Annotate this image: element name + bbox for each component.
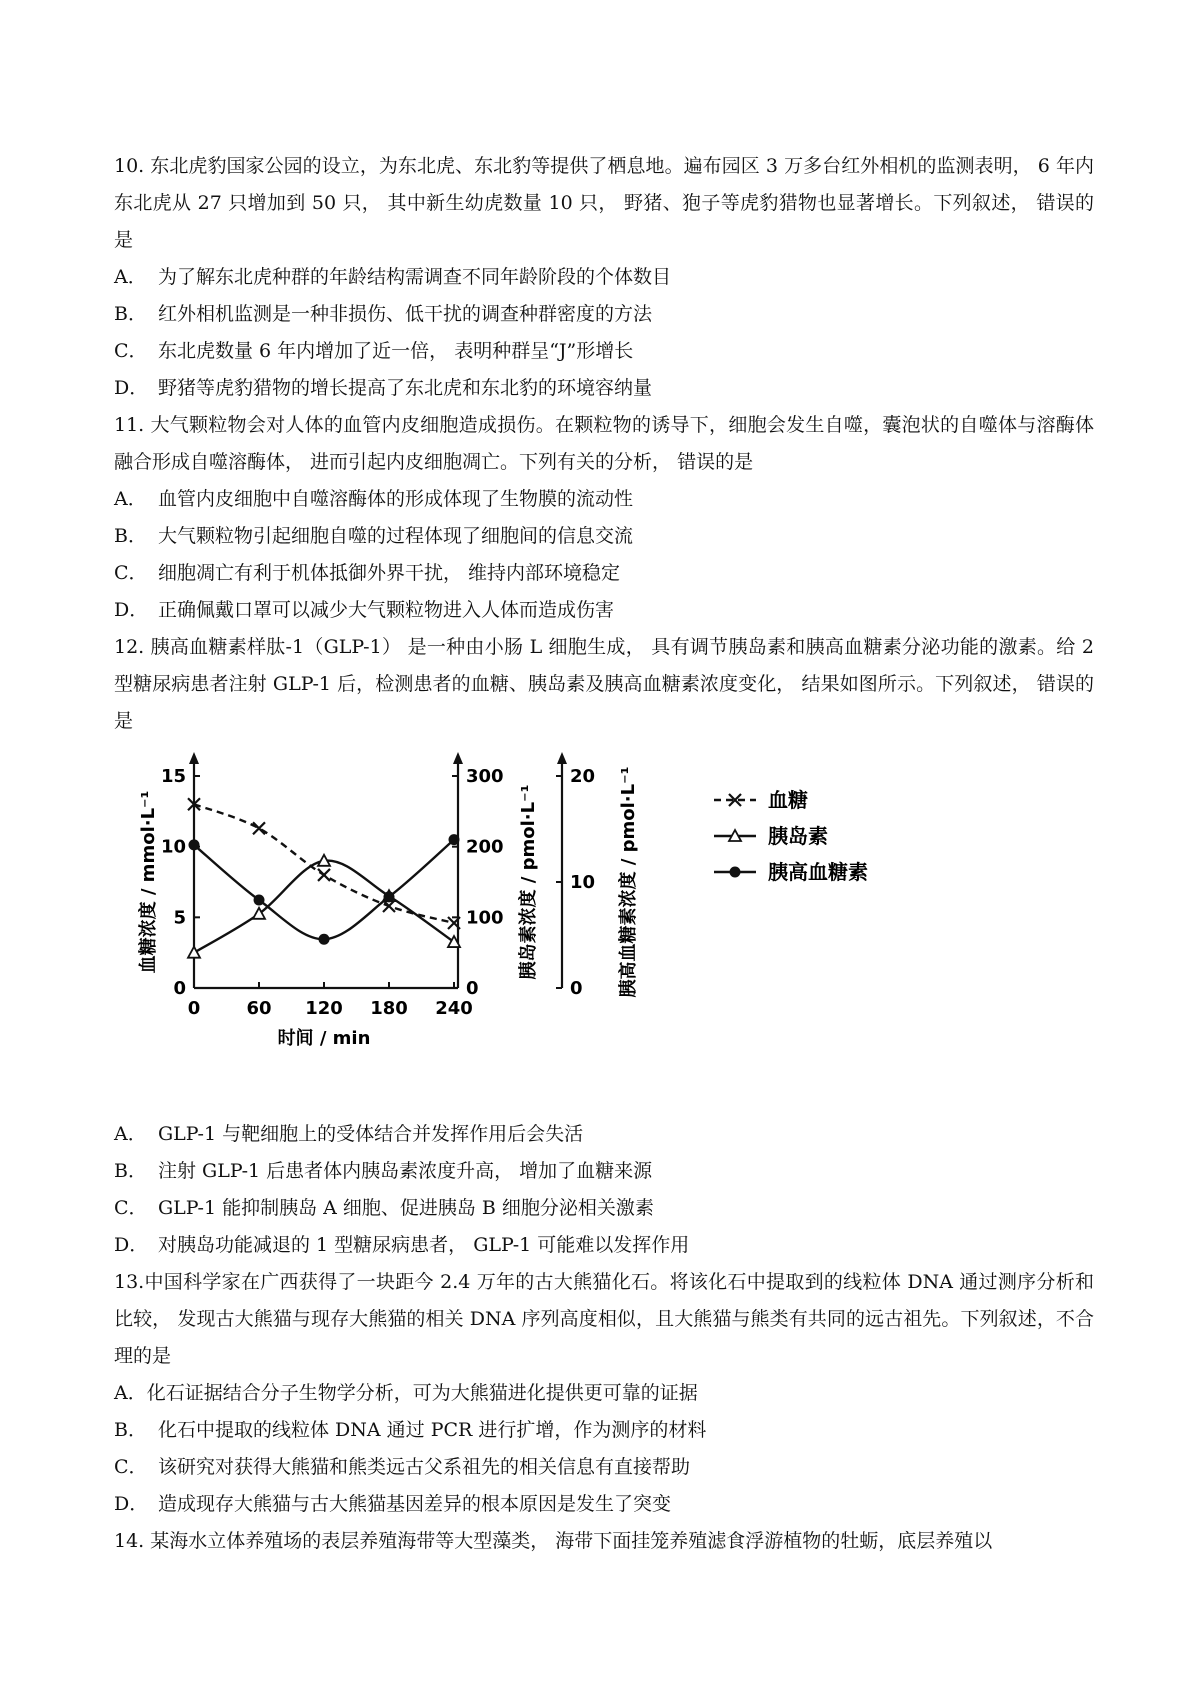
legend-marker [730,867,741,878]
option-a [114,259,1094,296]
y-axis-title: 血糖浓度 / mmol·L⁻¹ [138,790,159,974]
legend-label: 胰高血糖素 [768,860,868,884]
x-axis-label: 时间 / min [277,1028,371,1049]
x-tick-label: 240 [435,998,473,1019]
option-b [114,1153,1094,1190]
option-letter: B． [114,1160,147,1182]
option-d [114,592,1094,629]
question-stem: 14. 某海水立体养殖场的表层养殖海带等大型藻类， 海带下面挂笼养殖滤食浮游植物的牡蛎，底层养殖以 [114,1530,993,1552]
y-tick-label: 10 [160,836,186,858]
option-text: 化石证据结合分子生物学分析，可为大熊猫进化提供更可靠的证据 [146,1382,698,1404]
y-tick-label: 10 [570,872,596,893]
question-stem: 11. 大气颗粒物会对人体的血管内皮细胞造成损伤。在颗粒物的诱导下，细胞会发生自噬，囊泡状的自噬体与溶酶体融合形成自噬溶酶体， 进而引起内皮细胞凋亡。下列有关的分析， 错误的是 [114,414,1094,473]
option-a [114,1375,1094,1412]
x-tick-label: 60 [246,998,272,1019]
x-tick-label: 120 [305,998,343,1019]
y-tick-label: 0 [466,978,479,999]
blood-sugar-point [253,822,265,834]
question-stem: 13.中国科学家在广西获得了一块距今 2.4 万年的古大熊猫化石。将该化石中提取到的线粒体 DNA 通过测序分析和比较， 发现古大熊猫与现存大熊猫的相关 DNA 序列高度相似，且大熊猫与熊类有共同的远古祖先。下列叙述，不合理的是 [114,1271,1094,1367]
y-axis-left-arrow [189,752,199,764]
option-text: GLP-1 与靶细胞上的受体结合并发挥作用后会失活 [158,1123,584,1145]
page-content [114,148,1094,1560]
option-c [114,555,1094,592]
option-b [114,296,1094,333]
glucagon-point [189,839,200,850]
option-letter: B． [114,303,147,325]
option-letter: B． [114,525,147,547]
glucagon-point [319,934,330,945]
option-text: 注射 GLP-1 后患者体内胰岛素浓度升高， 增加了血糖来源 [158,1160,653,1182]
option-letter: D． [114,1234,149,1256]
option-text: 对胰岛功能减退的 1 型糖尿病患者， GLP-1 可能难以发挥作用 [158,1234,690,1256]
option-letter: A． [114,1382,147,1404]
option-text: 红外相机监测是一种非损伤、低干扰的调查种群密度的方法 [158,303,653,325]
y-axis-title: 胰岛素浓度 / pmol·L⁻¹ [518,784,539,980]
y-tick-label: 5 [173,907,186,929]
blood-sugar-point [318,869,330,881]
option-c [114,333,1094,370]
option-letter: C． [114,340,148,362]
option-letter: D． [114,599,149,621]
glp1-chart [114,746,1094,1106]
option-letter: D． [114,1493,149,1515]
option-c [114,1190,1094,1227]
option-b [114,518,1094,555]
option-letter: A． [114,266,147,288]
insulin-point [188,947,200,958]
option-letter: A． [114,488,147,510]
legend-label: 胰岛素 [768,824,828,848]
option-text: 化石中提取的线粒体 DNA 通过 PCR 进行扩增，作为测序的材料 [158,1419,707,1441]
option-text: 野猪等虎豹猎物的增长提高了东北虎和东北豹的环境容纳量 [158,377,653,399]
option-text: 造成现存大熊猫与古大熊猫基因差异的根本原因是发生了突变 [158,1493,672,1515]
option-text: 该研究对获得大熊猫和熊类远古父系祖先的相关信息有直接帮助 [158,1456,691,1478]
y-axis-right-2-arrow [557,752,567,764]
question-12 [114,629,1094,1264]
y-tick-label: 15 [160,766,186,787]
chart-container [114,746,1094,1106]
option-d [114,1486,1094,1523]
option-letter: C． [114,562,148,584]
option-text: GLP-1 能抑制胰岛 A 细胞、促进胰岛 B 细胞分泌相关激素 [158,1197,654,1219]
option-text: 血管内皮细胞中自噬溶酶体的形成体现了生物膜的流动性 [158,488,634,510]
question-stem: 10. 东北虎豹国家公园的设立，为东北虎、东北豹等提供了栖息地。遍布园区 3 万多台红外相机的监测表明， 6 年内东北虎从 27 只增加到 50 只， 其中新生幼虎数量 10 只， 野猪、狍子等虎豹猎物也显著增长。下列叙述， 错误的是 [114,155,1094,251]
question-stem: 12. 胰高血糖素样肽-1（GLP-1） 是一种由小肠 L 细胞生成， 具有调节胰岛素和胰高血糖素分泌功能的激素。给 2 型糖尿病患者注射 GLP-1 后，检测患者的血糖、胰岛素及胰高血糖素浓度变化， 结果如图所示。下列叙述， 错误的是 [114,636,1094,732]
y-tick-label: 200 [466,836,504,858]
option-letter: B． [114,1419,147,1441]
x-tick-label: 180 [370,998,408,1019]
glucagon-point [449,834,460,845]
option-letter: A． [114,1123,147,1145]
option-text: 大气颗粒物引起细胞自噬的过程体现了细胞间的信息交流 [158,525,634,547]
option-text: 细胞凋亡有利于机体抵御外界干扰， 维持内部环境稳定 [158,562,621,584]
option-b [114,1412,1094,1449]
x-tick-label: 0 [187,998,201,1019]
y-tick-label: 0 [173,978,186,999]
y-tick-label: 20 [570,766,596,787]
option-d [114,1227,1094,1264]
option-letter: C． [114,1197,148,1219]
question-14 [114,1523,1094,1560]
option-text: 东北虎数量 6 年内增加了近一倍， 表明种群呈“J”形增长 [158,340,634,362]
option-letter: C． [114,1456,148,1478]
option-a [114,481,1094,518]
glucagon-point [254,895,265,906]
legend-label: 血糖 [768,788,808,812]
option-text: 为了解东北虎种群的年龄结构需调查不同年龄阶段的个体数目 [158,266,672,288]
question-13 [114,1264,1094,1523]
question-10 [114,148,1094,407]
option-letter: D． [114,377,149,399]
y-tick-label: 0 [570,978,583,999]
option-d [114,370,1094,407]
question-11 [114,407,1094,629]
glucagon-point [384,891,395,902]
y-tick-label: 100 [466,907,504,929]
option-a [114,1116,1094,1153]
option-text: 正确佩戴口罩可以减少大气颗粒物进入人体而造成伤害 [158,599,615,621]
y-axis-title: 胰高血糖素浓度 / pmol·L⁻¹ [618,766,639,998]
option-c [114,1449,1094,1486]
y-tick-label: 300 [466,766,504,787]
y-axis-right-1-arrow [453,752,463,764]
